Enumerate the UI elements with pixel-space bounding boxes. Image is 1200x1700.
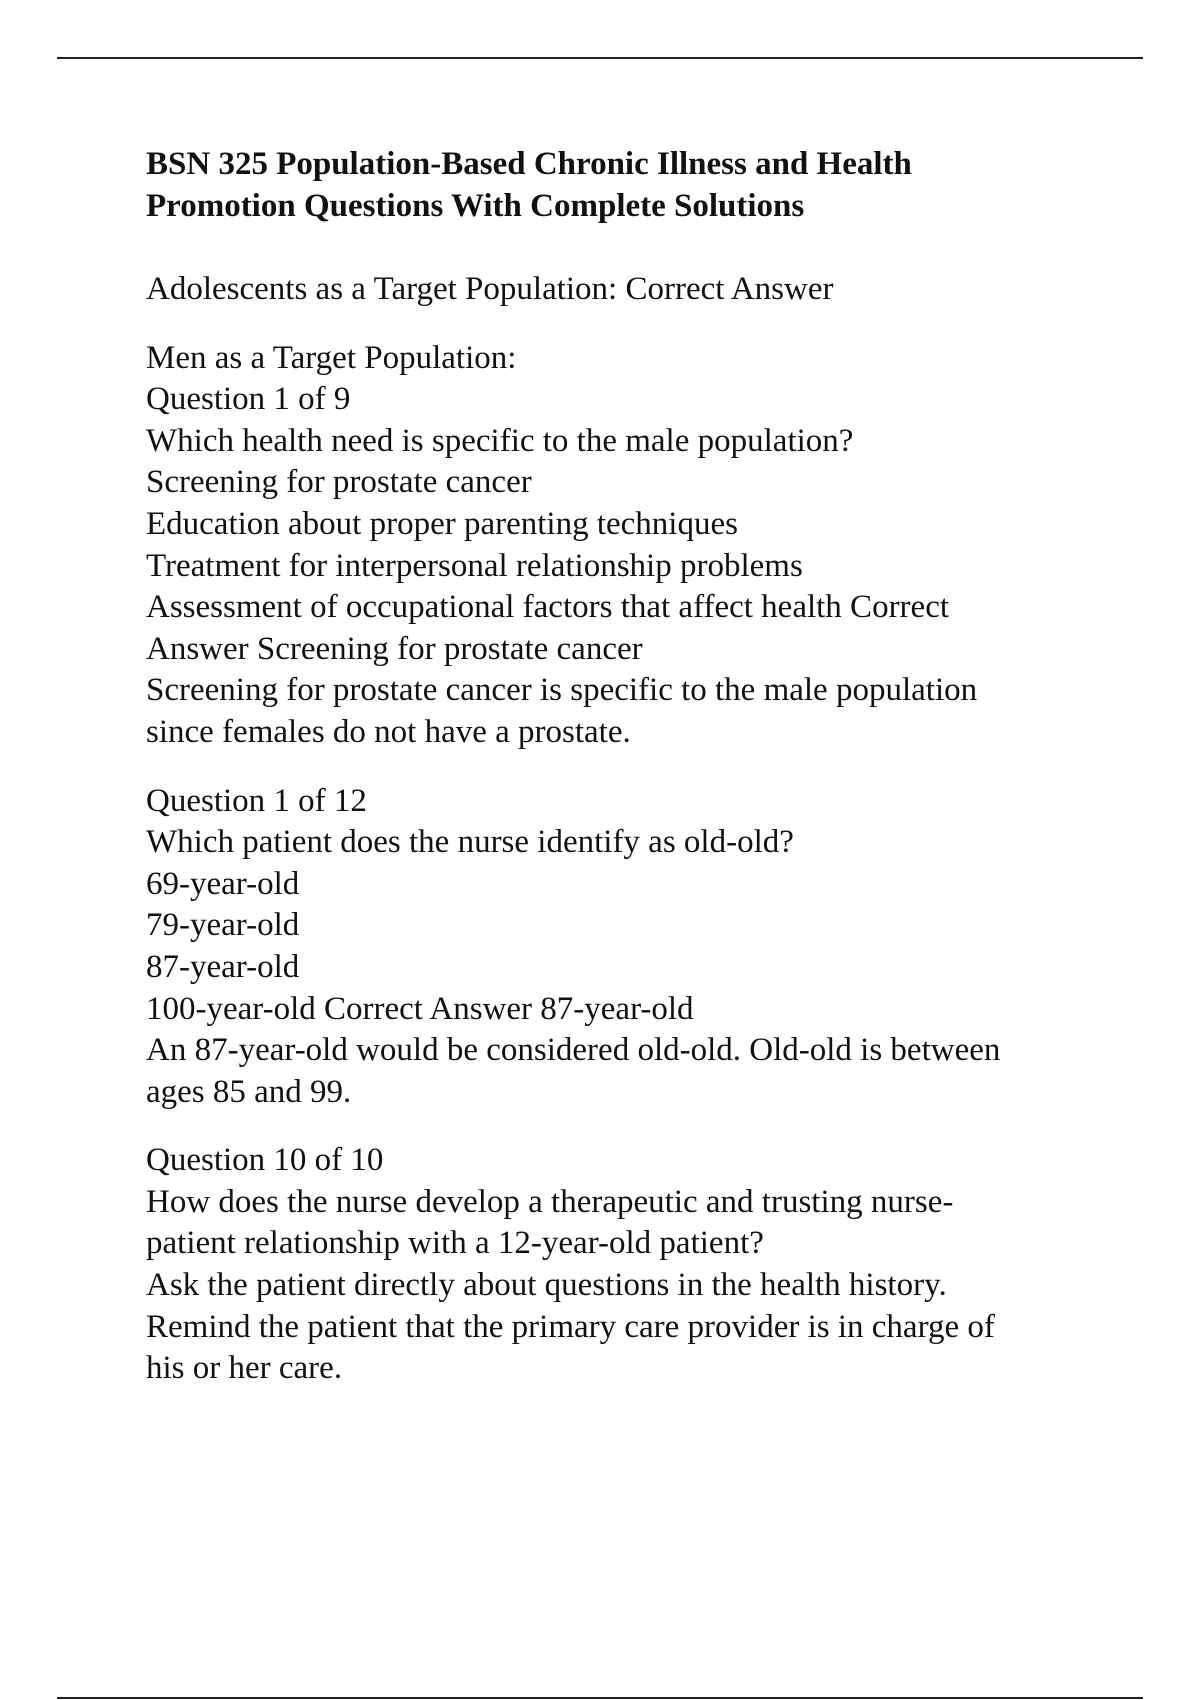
text-line: since females do not have a prostate. (146, 713, 631, 750)
text-line: Question 10 of 10 (146, 1142, 384, 1179)
text-line: Ask the patient directly about questions in the health history. (146, 1267, 947, 1304)
text-line: How does the nurse develop a therapeutic and trusting nurse- (146, 1183, 954, 1220)
section-men-question (146, 338, 1106, 754)
text-line: Question 1 of 12 (146, 782, 367, 819)
text-line: Men as a Target Population: (146, 339, 517, 376)
text-line: Screening for prostate cancer (146, 464, 532, 501)
text-line: 100-year-old Correct Answer 87-year-old (146, 990, 694, 1027)
text-line: Adolescents as a Target Population: Correct Answer (146, 271, 834, 307)
text-line: Question 1 of 9 (146, 381, 351, 418)
text-line: Which patient does the nurse identify as old-old? (146, 824, 794, 861)
text-line: 87-year-old (146, 948, 300, 985)
text-line: ages 85 and 99. (146, 1073, 352, 1110)
text-line: Screening for prostate cancer is specific to the male population (146, 672, 978, 709)
title-line: BSN 325 Population-Based Chronic Illness and Health (146, 146, 912, 182)
section-old-old-question (146, 781, 1106, 1114)
text-line: Education about proper parenting techniques (146, 505, 738, 542)
title-line: Promotion Questions With Complete Solutions (146, 188, 805, 224)
text-line: 79-year-old (146, 907, 300, 944)
document-body (146, 143, 1106, 1390)
top-rule (57, 57, 1143, 59)
section-relationship-question (146, 1140, 1106, 1390)
section-adolescents (146, 269, 1106, 311)
text-line: An 87-year-old would be considered old-old. Old-old is between (146, 1032, 1001, 1069)
text-line: patient relationship with a 12-year-old patient? (146, 1225, 764, 1262)
text-line: Assessment of occupational factors that affect health Correct (146, 589, 950, 626)
text-line: Treatment for interpersonal relationship problems (146, 547, 803, 584)
bottom-rule (57, 1697, 1143, 1699)
text-line: Answer Screening for prostate cancer (146, 630, 643, 667)
text-line: 69-year-old (146, 865, 300, 902)
text-line: Which health need is specific to the male population? (146, 422, 854, 459)
text-line: his or her care. (146, 1350, 343, 1387)
document-title (146, 143, 1106, 227)
text-line: Remind the patient that the primary care provider is in charge of (146, 1308, 995, 1345)
